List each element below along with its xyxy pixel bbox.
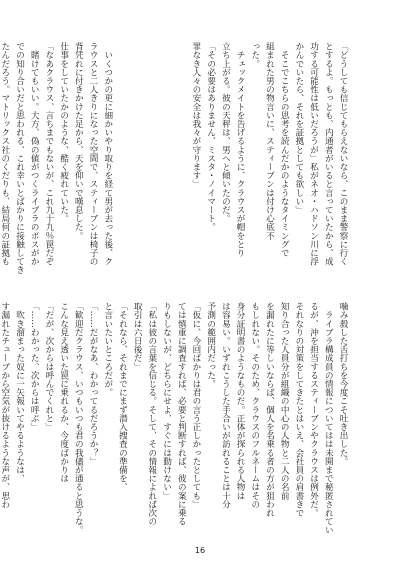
page-number: 16 <box>194 546 206 555</box>
text-line: ラウスと二人きりになった空間で、スティーブンは椅子の <box>88 42 99 266</box>
text-line: 吹き溜まった奴に一矢報いてやるようなは、 <box>14 302 25 483</box>
text-line: 背凭れに付きかけた足から、天を仰いで嘆息した。 <box>73 42 84 240</box>
text-line: 「それなら、それまでにまず潜入捜査の準備を、 <box>117 302 128 492</box>
text-line: るが、沖を担当するスティーブンやクラウスは例外だ。 <box>308 302 319 517</box>
text-line: す漏れたチューブから空気が抜けるような声が、思わ <box>0 302 10 509</box>
text-line: とするよ。もっとも、内通者がいると言っていたから、成 <box>323 42 334 266</box>
text-line: 罪なき人々の安全は我々が守ります」 <box>190 42 201 189</box>
text-line: った。 <box>249 42 260 68</box>
text-line: 「どうしても信じてもらえないなら、このまま警察に行く <box>338 42 348 266</box>
text-line <box>159 42 174 276</box>
text-line: 「……わかった、次からは呼ぶ」 <box>29 302 40 431</box>
text-line: 賭けてもいい。大方、偽の値がつくライブラのボスがか <box>29 42 40 266</box>
text-line: それなりの対策をしてきたとはいえ、会社員の肩書きで <box>293 302 304 517</box>
text-line: 「私は彼の言葉を信じる。そして、その情報によれば次の <box>146 302 157 526</box>
text-line: 取引は六日後だ」 <box>132 302 143 371</box>
text-line: 立ち上がる。彼の天秤は、男へと傾いたのだ。 <box>220 42 231 223</box>
text-line: ライブラ構成員の情報についてはは未開まで秘匿されてい <box>323 302 334 535</box>
text-line <box>174 42 189 276</box>
text-line: 噛み殺した舌打ちを今度こそ吐き出した。 <box>338 302 348 466</box>
text-line: 「……だがなあ、わかってるだろうか？」 <box>88 302 99 466</box>
text-line <box>115 42 130 276</box>
text-line: 「仮に、今回ばかりは君の言う正しかったとしても」 <box>190 302 201 509</box>
text-line: いくつかの更に細かいやり取りを経て男が去った後、ク <box>102 42 113 266</box>
text-line: かんでいたら、それを証拠としても欲しい」 <box>293 42 304 214</box>
text-line <box>129 42 144 276</box>
text-line <box>144 42 159 276</box>
text-line: 「その必要はありません、ミスタ・ノイマート。 <box>205 42 216 232</box>
text-line: を漏れたに等しいならば、個人を名乗る者の方が狙われ <box>264 302 275 517</box>
text-line: での知り合いだと思われる、これ幸いとばかりに接触してき <box>14 42 25 275</box>
text-line: こんな見え透いた罠に乗れるか、今度ばかりは <box>58 302 69 483</box>
text-line: チェックメイトを告げるように、クラウスが帽をとり <box>235 42 246 257</box>
text-line: そこでこちらの思考を読んだかのようなタイミングで <box>279 42 290 257</box>
text-line: 「だが、次からは呼んでくれと」 <box>43 302 54 431</box>
text-line: 功する可能性は低いだろうが」私がネオ・ハドソン川に浮 <box>308 42 319 266</box>
text-line: 組まれた男の物言いに、スティーブンは付け心底不 <box>264 42 275 240</box>
upper-text-block <box>0 42 350 276</box>
text-line: 「歓迎だクラウス、いつもいつも君の我儘が通ると思うな。 <box>73 302 84 535</box>
text-line: もしれない。そのため、クラウスのフルネームはその <box>249 302 260 509</box>
text-line: 「なあクラウス、言ちまでもないが、これ九十九％罠だぞ <box>43 42 54 266</box>
text-line: 身分証明書のようなものだ。正体が探られる人物は <box>235 302 246 500</box>
lower-text-block <box>0 302 350 537</box>
text-line: は容易い。いずれこうした手合いが訪れることは十分 <box>220 302 231 509</box>
text-line: りもしないが、どちらにせよ、すぐには動けない」 <box>161 302 172 500</box>
text-line: と言いたいところだが。 <box>102 302 113 397</box>
text-line: ては慎重に調査すれば、必要と判断すれば、彼の案に乗る <box>176 302 187 526</box>
text-line: 仕事をしていたかのような、酷く疲れていた。 <box>58 42 69 223</box>
text-line: 知り合った人員分が組織の中心の人物と二人の名前 <box>279 302 290 500</box>
text-line: たんだろう。マトリックス社のくだりも、結局何の証拠も <box>0 42 10 266</box>
text-line: 予測の範囲内だった。 <box>205 302 216 388</box>
